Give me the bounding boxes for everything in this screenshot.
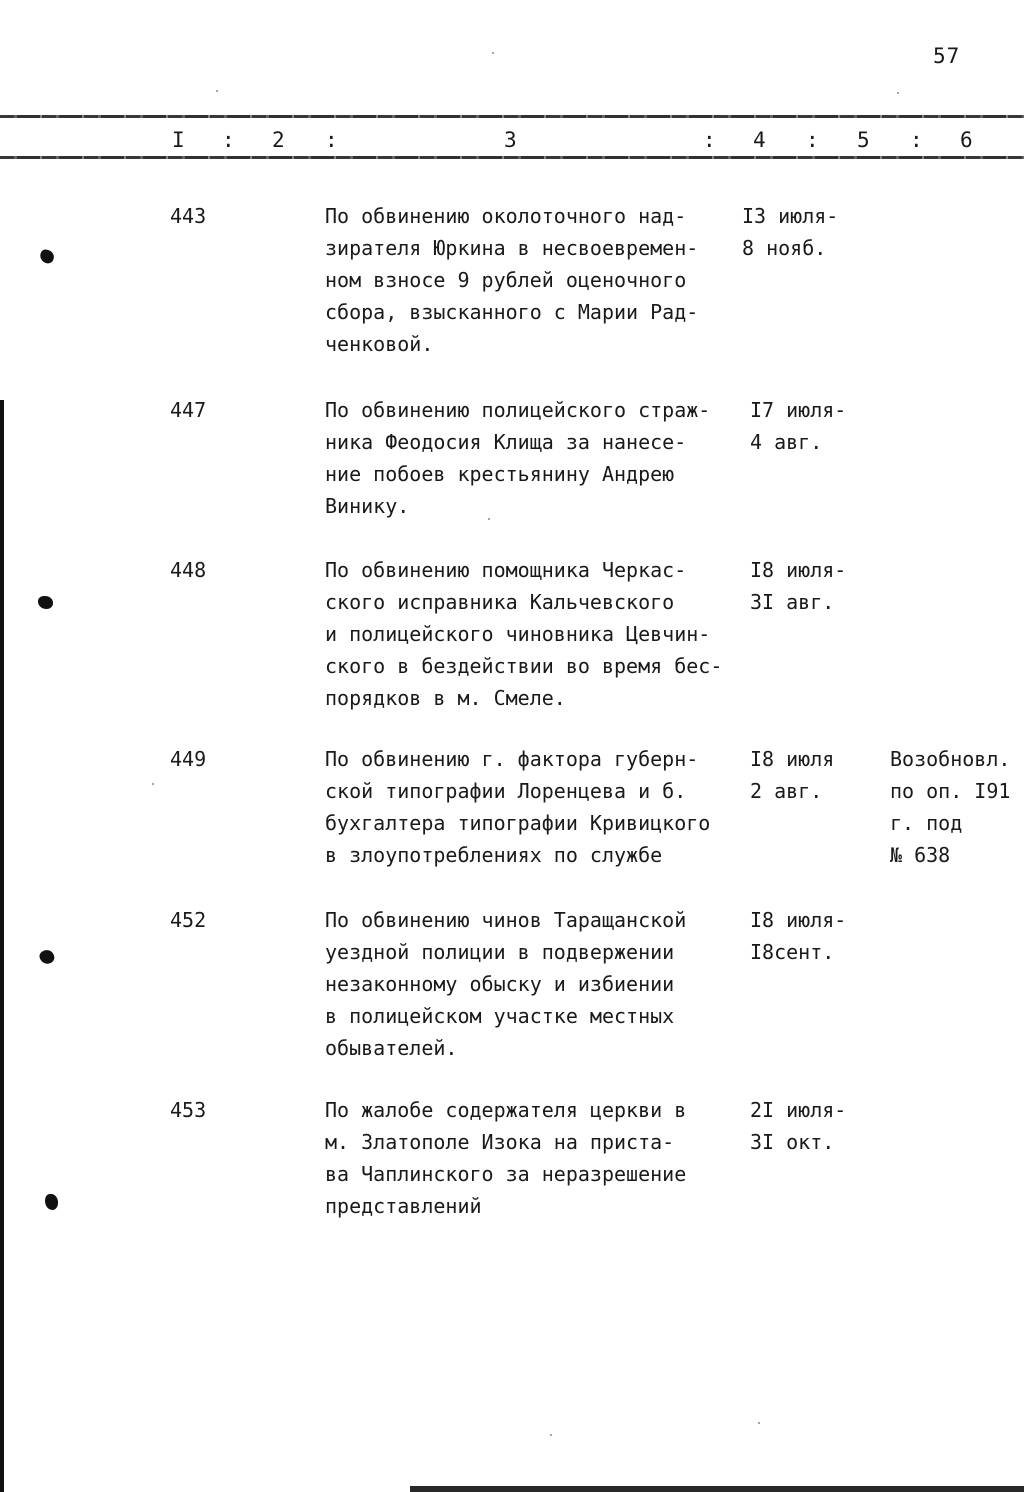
case-number: 453 <box>170 1098 207 1122</box>
case-description: По обвинению околоточного над- зирателя Юркина в несвоевремен- ном взносе 9 рублей оценочного сбора, взысканного с Марии Рад- ченковой. <box>325 204 699 356</box>
column-separator: : <box>222 128 235 152</box>
binding-hole-mark <box>45 1194 58 1210</box>
scan-speck <box>488 518 490 520</box>
case-description: По обвинению г. фактора губерн- ской типографии Лоренцева и б. бухгалтера типографии Кривицкого в злоупотреблениях по службе <box>325 747 711 867</box>
column-separator: : <box>910 128 923 152</box>
scan-speck <box>550 1434 552 1436</box>
column-header-5: 5 <box>857 128 870 152</box>
binding-hole-mark <box>38 948 57 967</box>
case-number: 448 <box>170 558 207 582</box>
case-note: Возобновл. по оп. I91 г. под № 638 <box>890 747 1011 867</box>
binding-hole-mark <box>38 248 56 265</box>
case-description: По жалобе содержателя церкви в м. Златополе Изока на приста- ва Чаплинского за неразрешение представлений <box>325 1098 687 1218</box>
scan-speck <box>897 92 899 94</box>
column-header-3: 3 <box>504 128 517 152</box>
case-description: По обвинению помощника Черкас- ского исправника Кальчевского и полицейского чиновника Цевчин- ского в бездействии во время бес- порядков в м. Смеле. <box>325 558 723 710</box>
header-top-rule <box>0 115 1024 118</box>
table-column-header <box>0 128 1024 156</box>
column-header-2: 2 <box>272 128 285 152</box>
case-number: 447 <box>170 398 207 422</box>
scan-speck <box>216 90 218 92</box>
column-header-4: 4 <box>753 128 766 152</box>
case-dates: I8 июля 2 авг. <box>750 747 835 803</box>
column-separator: : <box>806 128 819 152</box>
page-number: 57 <box>933 44 961 68</box>
scan-edge-shadow <box>0 400 4 1492</box>
case-dates: I7 июля- 4 авг. <box>750 398 847 454</box>
column-header-6: 6 <box>960 128 973 152</box>
scan-speck <box>758 1422 760 1424</box>
column-header-1: I <box>172 128 185 152</box>
footer-rule <box>410 1486 1024 1492</box>
case-dates: I8 июля- I8сент. <box>750 908 847 964</box>
scan-speck <box>152 783 154 785</box>
case-number: 443 <box>170 204 207 228</box>
case-description: По обвинению полицейского страж- ника Феодосия Клища за нанесе- ние побоев крестьянину Андрею Винику. <box>325 398 711 518</box>
case-dates: I3 июля- 8 нояб. <box>742 204 839 260</box>
case-dates: I8 июля- 3I авг. <box>750 558 847 614</box>
header-bottom-rule <box>0 156 1024 159</box>
case-dates: 2I июля- 3I окт. <box>750 1098 847 1154</box>
column-separator: : <box>703 128 716 152</box>
case-number: 452 <box>170 908 207 932</box>
column-separator: : <box>325 128 338 152</box>
case-number: 449 <box>170 747 207 771</box>
binding-hole-mark <box>38 596 53 609</box>
case-description: По обвинению чинов Таращанской уездной полиции в подвержении незаконному обыску и избиении в полицейском участке местных обывателей. <box>325 908 687 1060</box>
scan-speck <box>492 52 494 54</box>
